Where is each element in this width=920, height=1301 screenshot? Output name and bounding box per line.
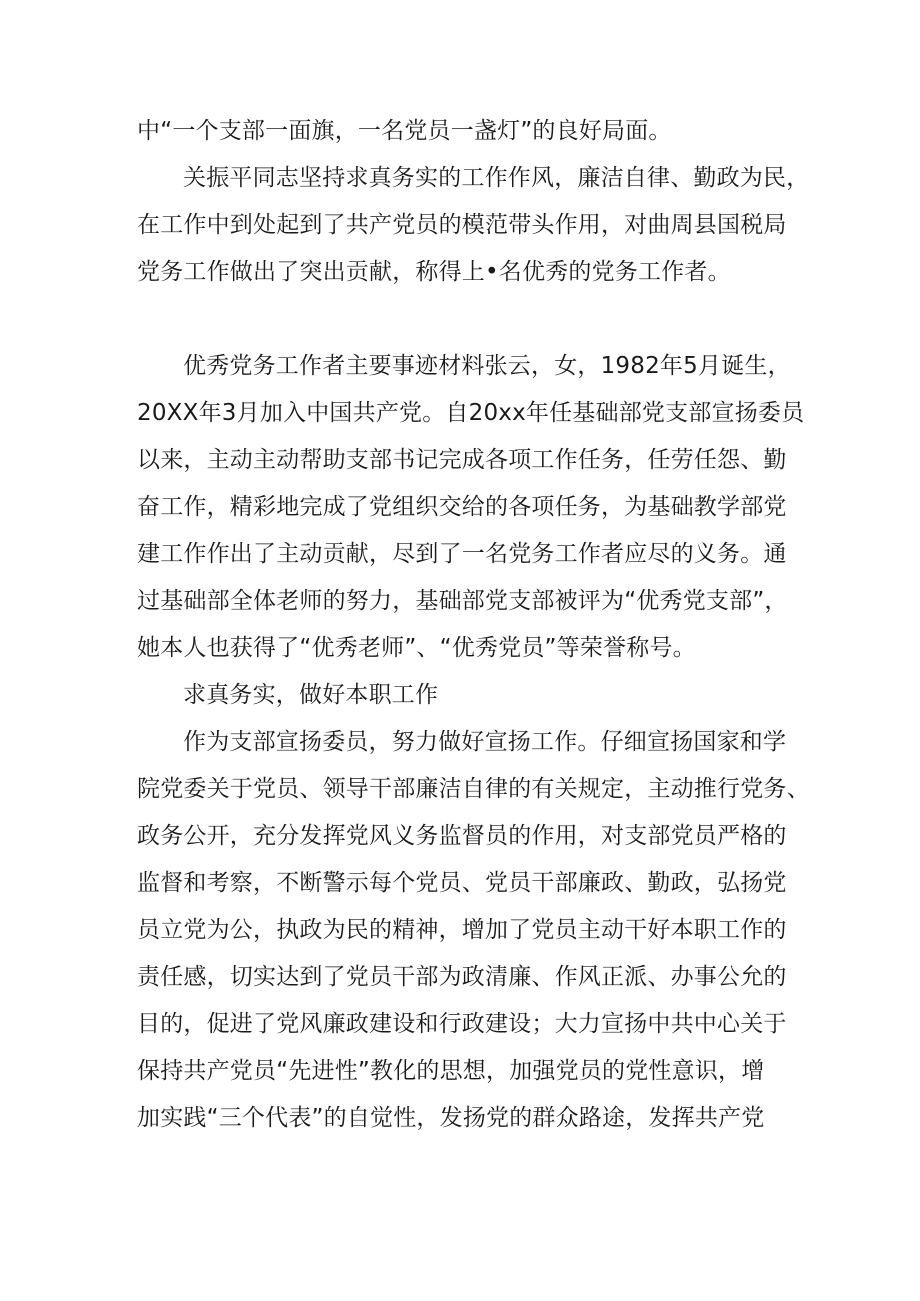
heading-text: 求真务实，做好本职工作 xyxy=(183,682,439,708)
text-line: 目的，促进了党风廉政建设和行政建设；大力宣扬中共中心关于 xyxy=(137,1011,787,1037)
text-line: 建工作作出了主动贡献，尽到了一名党务工作者应尽的义务。通 xyxy=(137,541,787,567)
text-line: 党务工作做出了突出贡献，称得上•名优秀的党务工作者。 xyxy=(137,259,731,285)
paragraph-continuation xyxy=(137,108,797,155)
text-line: 以来，主动主动帮助支部书记完成各项工作任务，任劳任怨、勤 xyxy=(137,447,787,473)
text-line: 加实践“三个代表”的自觉性，发扬党的群众路途，发挥共产党 xyxy=(137,1105,765,1131)
text-line: 监督和考察，不断警示每个党员、党员干部廉政、勤政，弘扬党 xyxy=(137,870,787,896)
text-line: 优秀党务工作者主要事迹材料张云，女，1982年5月诞生， xyxy=(183,353,791,379)
text-line: 在工作中到处起到了共产党员的模范带头作用，对曲周县国税局 xyxy=(137,212,787,238)
text-line: 责任感，切实达到了党员干部为政清廉、作风正派、办事公允的 xyxy=(137,964,787,990)
text-line: 她本人也获得了“优秀老师”、“优秀党员”等荣誉称号。 xyxy=(137,635,696,661)
text-line: 员立党为公，执政为民的精神，增加了党员主动干好本职工作的 xyxy=(137,917,787,943)
paragraph-publicity-work xyxy=(137,719,810,1142)
document-body xyxy=(137,108,810,1142)
text-line: 保持共产党员“先进性”教化的思想，加强党员的党性意识，增 xyxy=(137,1058,765,1084)
text-line: 过基础部全体老师的努力，基础部党支部被评为“优秀党支部”， xyxy=(137,588,788,614)
paragraph-guan-zhenping xyxy=(137,155,810,296)
text-line: 中“一个支部一面旗，一名党员一盏灯”的良好局面。 xyxy=(137,118,672,144)
section-heading xyxy=(137,672,797,719)
text-line: 院党委关于党员、领导干部廉洁自律的有关规定，主动推行党务、 xyxy=(137,776,810,802)
text-line: 关振平同志坚持求真务实的工作作风，廉洁自律、勤政为民， xyxy=(183,165,810,191)
text-line: 奋工作，精彩地完成了党组织交给的各项任务，为基础教学部党 xyxy=(137,494,787,520)
paragraph-zhang-yun xyxy=(137,343,805,672)
text-line: 20XX年3月加入中国共产党。自20xx年任基础部党支部宣扬委员 xyxy=(137,400,805,426)
paragraph-gap xyxy=(137,296,797,343)
text-line: 作为支部宣扬委员，努力做好宣扬工作。仔细宣扬国家和学 xyxy=(183,729,787,755)
text-line: 政务公开，充分发挥党风义务监督员的作用，对支部党员严格的 xyxy=(137,823,787,849)
